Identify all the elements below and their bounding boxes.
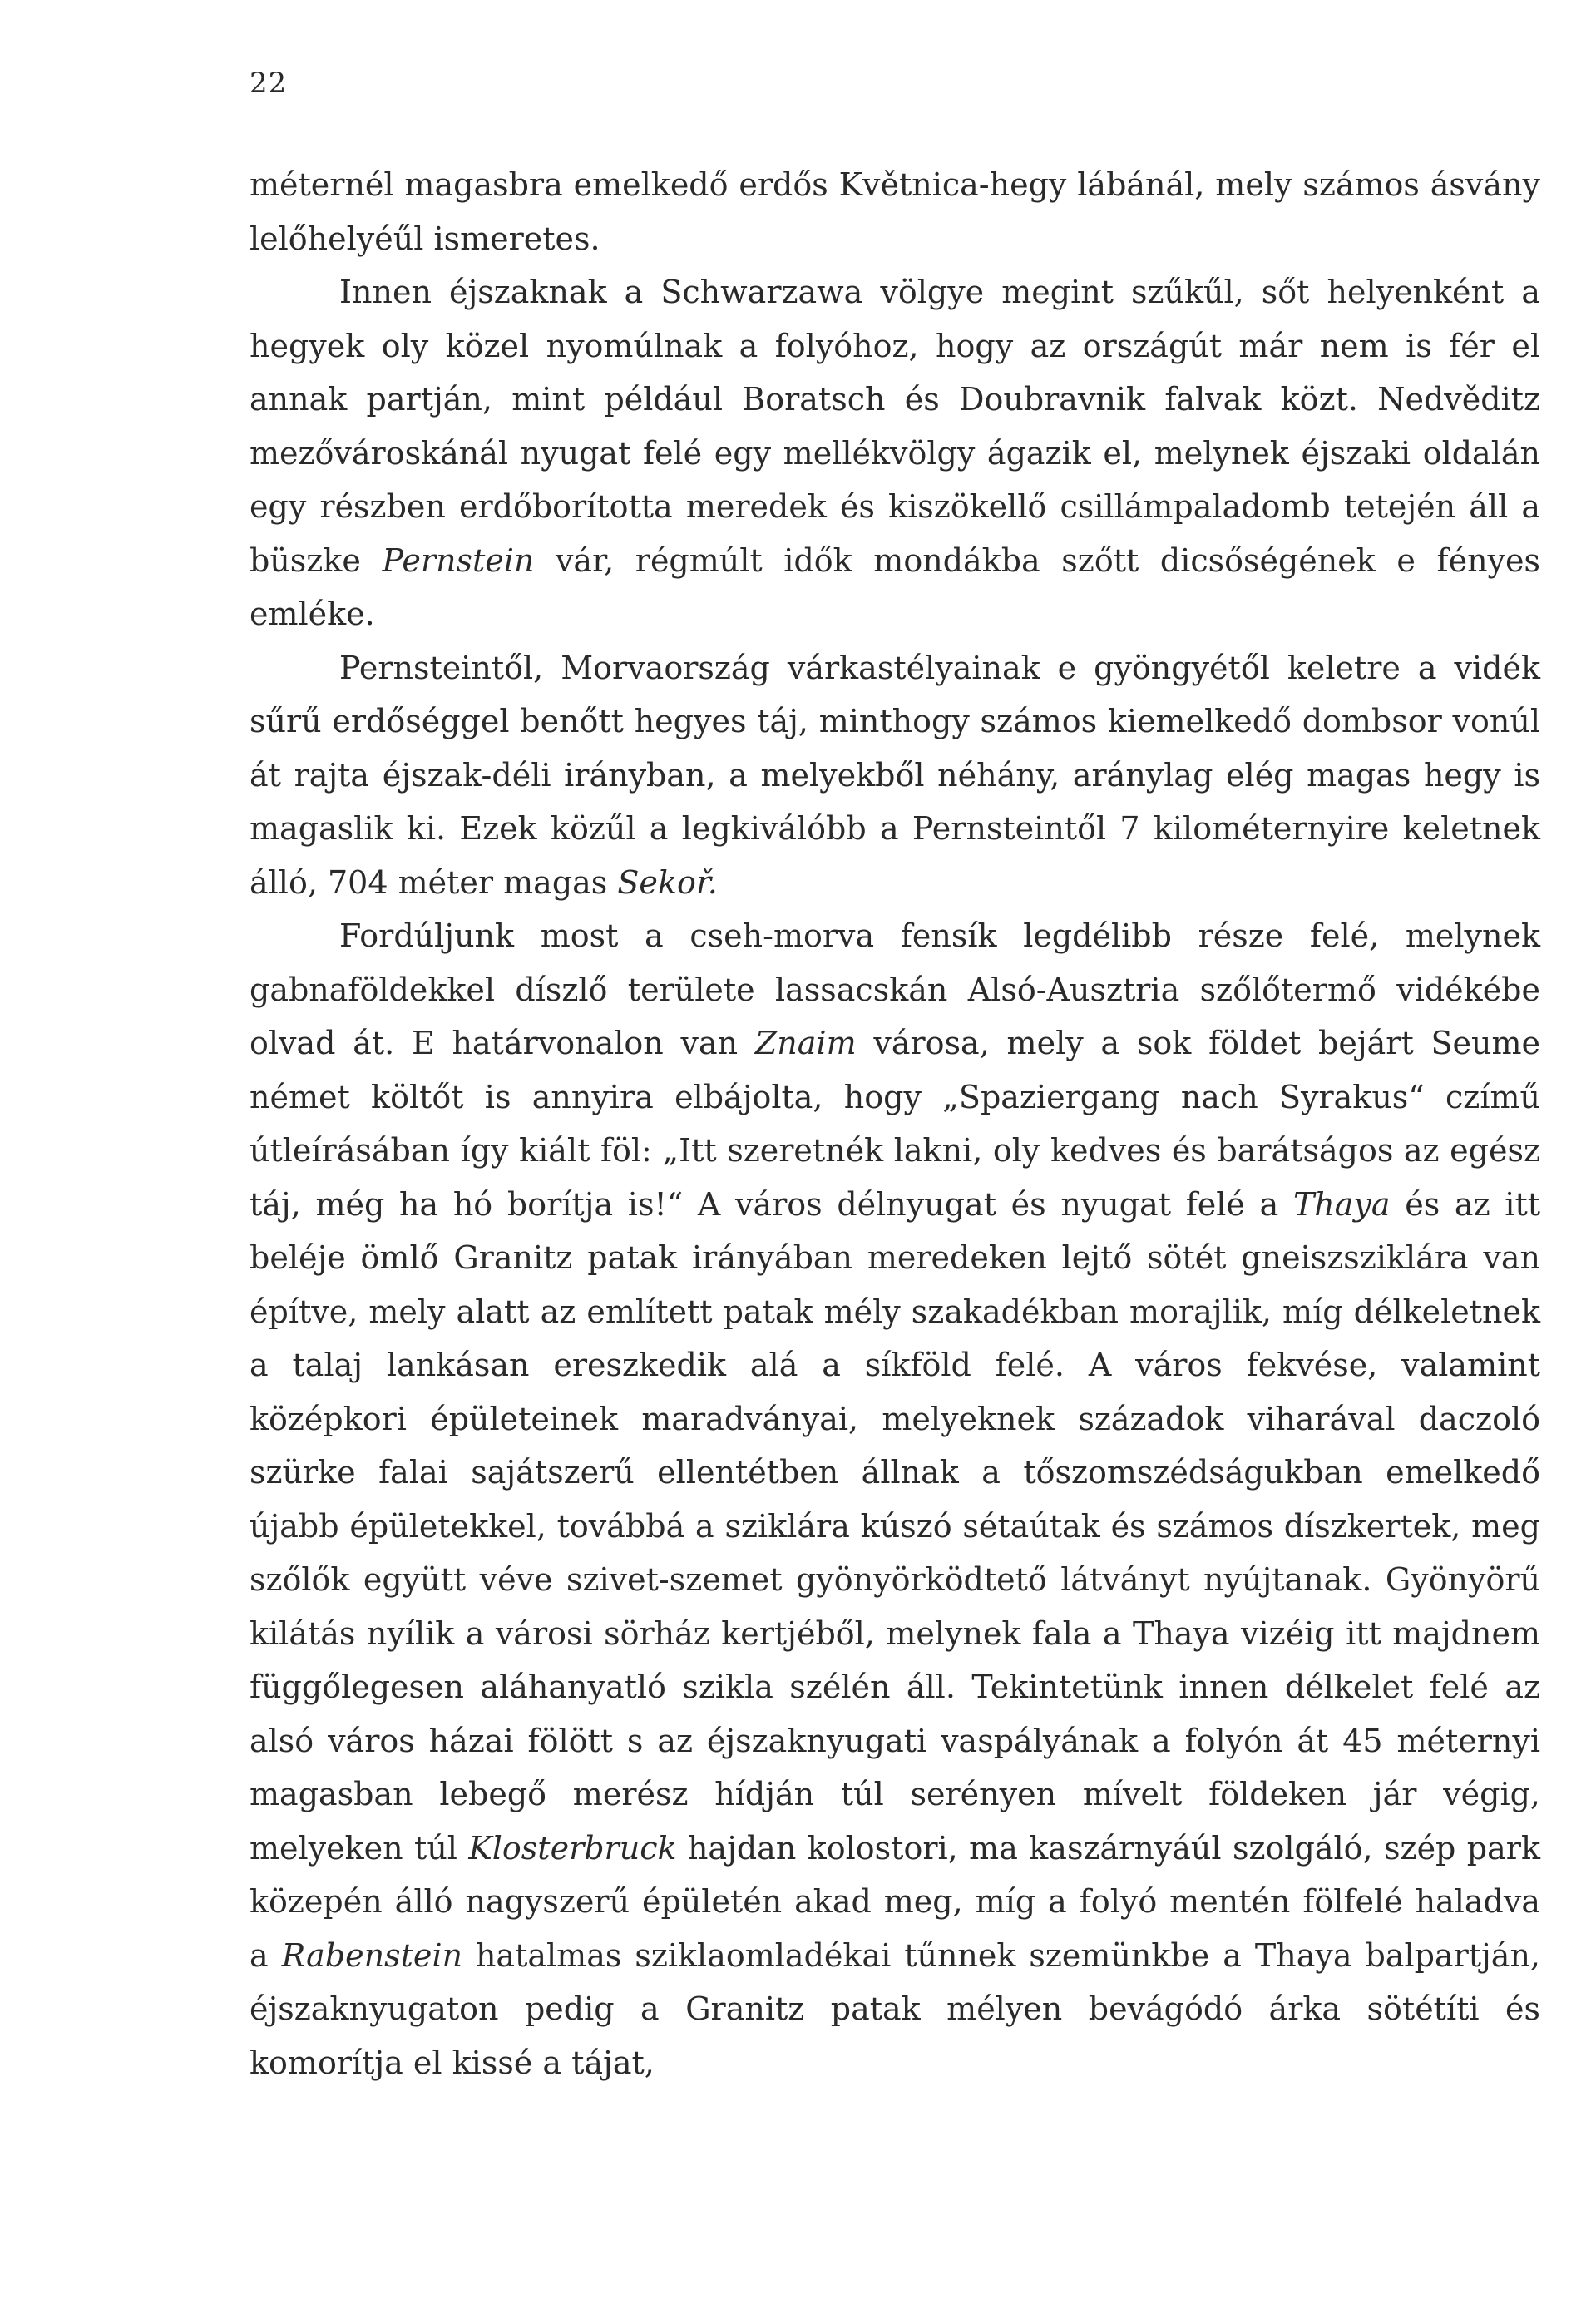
paragraph: méternél magasbra emelkedő erdős Květnica-hegy lábánál, mely számos ásvány lelőhelyéűl ismeretes. (250, 166, 1540, 257)
paragraph: Pernsteintől, Morvaország várkastélyainak e gyöngyétől keletre a vidék sűrű erdőséggel benőtt hegyes táj, minthogy számos kiemelkedő dombsor vonúl át rajta éjszak-déli irányban, a melyekből néhány, aránylag elég magas hegy is magaslik ki. Ezek közűl a legkiválóbb a Pernsteintől 7 kilométernyire keletnek álló, 704 méter magas Sekoř. (250, 649, 1540, 901)
place-name: Pernstein (382, 541, 535, 579)
place-name: Rabenstein (281, 1936, 462, 1974)
place-name: Klosterbruck (468, 1829, 677, 1867)
body-text (250, 158, 1540, 2089)
place-name: Sekoř. (617, 863, 718, 901)
paragraph: Fordúljunk most a cseh-morva fensík legdélibb része felé, melynek gabnaföldekkel díszlő területe lassacskán Alsó-Ausztria szőlőtermő vidékébe olvad át. E határvonalon van Znaim városa, mely a sok földet bejárt Seume német költőt is annyira elbájolta, hogy „Spaziergang nach Syrakus“ czímű útleírásában így kiált föl: „Itt szeretnék lakni, oly kedves és barátságos az egész táj, még ha hó borítja is!“ A város délnyugat és nyugat felé a Thaya és az itt beléje ömlő Granitz patak irányában meredeken lejtő sötét gneiszsziklára van építve, mely alatt az említett patak mély szakadékban morajlik, míg délkeletnek a talaj lankásan ereszkedik alá a síkföld felé. A város fekvése, valamint középkori épületeinek maradványai, melyeknek századok viharával daczoló szürke falai sajátszerű ellentétben állnak a tőszomszédságukban emelkedő újabb épületekkel, továbbá a sziklára kúszó sétaútak és számos díszkertek, meg szőlők együtt véve szivet-szemet gyönyörködtető látványt nyújtanak. Gyönyörű kilátás nyílik a városi sörház kertjéből, melynek fala a Thaya vizéig itt majdnem függőlegesen aláhanyatló szikla szélén áll. Tekintetünk innen délkelet felé az alsó város házai fölött s az éjszaknyugati vaspályának a folyón át 45 méternyi magasban lebegő merész hídján túl serényen mívelt földeken jár végig, melyeken túl Klosterbruck hajdan kolostori, ma kaszárnyáúl szolgáló, szép park közepén álló nagyszerű épületén akad meg, míg a folyó mentén fölfelé haladva a Rabenstein hatalmas sziklaomladékai tűnnek szemünkbe a Thaya balpartján, éjszaknyugaton pedig a Granitz patak mélyen bevágódó árka sötétíti és komorítja el kissé a tájat, (250, 917, 1540, 2081)
paragraph: Innen éjszaknak a Schwarzawa völgye megint szűkűl, sőt helyenként a hegyek oly közel nyomúlnak a folyóhoz, hogy az országút már nem is fér el annak partján, mint például Boratsch és Doubravnik falvak közt. Nedvěditz mezővároskánál nyugat felé egy mellékvölgy ágazik el, melynek éjszaki oldalán egy részben erdőborította meredek és kiszökellő csillámpaladomb tetején áll a büszke Pernstein vár, régmúlt idők mondákba szőtt dicsőségének e fényes emléke. (250, 274, 1540, 632)
place-name: Thaya (1292, 1185, 1391, 1223)
place-name: Znaim (754, 1025, 857, 1061)
page-number: 22 (250, 67, 288, 100)
